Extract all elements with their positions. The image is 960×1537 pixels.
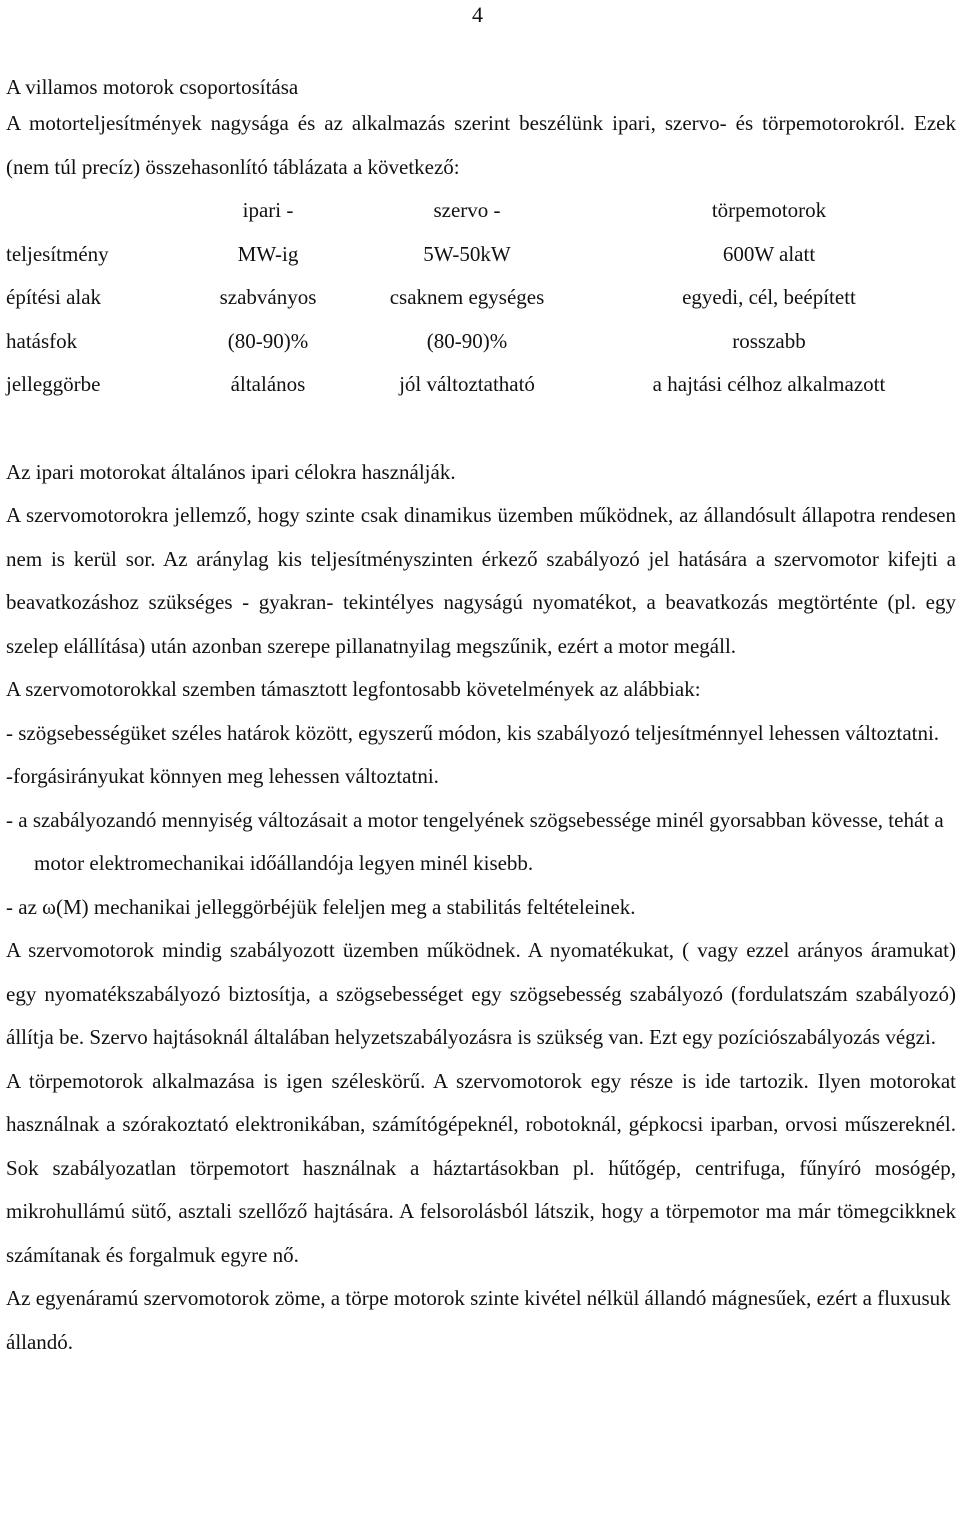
table-header-cell: ipari - — [242, 198, 294, 223]
spacer — [6, 407, 956, 451]
document-body — [6, 72, 956, 1364]
comparison-table — [6, 189, 946, 407]
paragraph-egyenaramu: Az egyenáramú szervomotorok zöme, a törpe motorok szinte kivétel nélkül állandó mágnesűek, ezért a fluxusuk állandó. — [6, 1286, 951, 1354]
table-header-cell — [6, 189, 194, 233]
requirement-item: - szögsebességüket széles határok között, egyszerű módon, kis szabályozó teljesítménnyel lehessen változtatni. — [6, 720, 940, 745]
table-cell: jelleggörbe — [6, 372, 101, 397]
table-cell: egyedi, cél, beépített — [682, 285, 856, 310]
table-cell: építési alak — [6, 285, 102, 310]
table-row — [6, 233, 946, 277]
paragraph-torpe: A törpemotorok alkalmazása is igen széleskörű. A szervomotorok egy része is ide tartozik. Ilyen motorokat használnak a szórakoztató elektronikában, számítógépeknél, robotoknál, gépkocsi iparban, orvosi műszereknél. Sok szabályozatlan törpemotort használnak a háztartásokban pl. hűtőgép, centrifuga, fűnyíró mosógép, mikrohullámú sütő, asztali szellőző hajtására. A felsorolásból látszik, hogy a törpemotor ma már tömegcikknek számítanak és forgalmuk egyre nő. — [6, 1068, 956, 1267]
table-cell: (80-90)% — [227, 328, 309, 353]
requirement-item: - az ω(M) mechanikai jelleggörbéjük feleljen meg a stabilitás feltételeinek. — [6, 894, 636, 919]
table-cell: rosszabb — [732, 328, 806, 353]
table-cell: teljesítmény — [6, 241, 109, 266]
table-cell: (80-90)% — [426, 328, 508, 353]
requirement-item: -forgásirányukat könnyen meg lehessen változtatni. — [6, 764, 439, 788]
intro-paragraph: A motorteljesítmények nagysága és az alkalmazás szerint beszélünk ipari, szervo- és törpemotorokról. Ezek (nem túl precíz) összehasonlító táblázata a következő: — [6, 111, 956, 179]
paragraph-szervo-2: A szervomotorok mindig szabályozott üzemben működnek. A nyomatékukat, ( vagy ezzel arányos áramukat) egy nyomatékszabályozó biztosítja, a szögsebességet egy szögsebesség szabályozó (fordulatszám szabályozó) állítja be. Szervo hajtásoknál általában helyzetszabályozásra is szükség van. Ezt egy pozíciószabályozás végzi. — [6, 938, 956, 1049]
table-header-cell: szervo - — [433, 198, 501, 223]
table-header-row — [6, 189, 946, 233]
paragraph-requirements-intro: A szervomotorokkal szemben támasztott legfontosabb követelmények az alábbiak: — [6, 677, 701, 701]
table-cell: jól változtatható — [399, 372, 535, 397]
table-cell: általános — [230, 372, 306, 397]
requirement-item: - a szabályozandó mennyiség változásait a motor tengelyének szögsebessége minél gyorsabban kövesse, tehát a motor elektromechanikai időállandója legyen minél kisebb. — [6, 807, 944, 875]
table-row — [6, 320, 946, 364]
table-cell: 600W alatt — [722, 241, 816, 266]
paragraph-szervo-1: A szervomotorokra jellemző, hogy szinte csak dinamikus üzemben működnek, az állandósult állapotra rendesen nem is kerül sor. Az aránylag kis teljesítményszinten érkező szabályozó jel hatására a szervomotor kifejti a beavatkozáshoz szükséges - gyakran- tekintélyes nagyságú nyomatékot, a beavatkozás megtörténte (pl. egy szelep elállítása) után azonban szerepe pillanatnyilag megszűnik, ezért a motor megáll. — [6, 503, 956, 658]
section-title: A villamos motorok csoportosítása — [6, 75, 299, 99]
table-cell: 5W-50kW — [423, 241, 511, 266]
paragraph-ipari: Az ipari motorokat általános ipari célokra használják. — [6, 459, 456, 484]
table-row — [6, 276, 946, 320]
table-row — [6, 363, 946, 407]
table-cell: csaknem egységes — [389, 285, 545, 310]
table-header-cell: törpemotorok — [711, 198, 827, 223]
table-cell: MW-ig — [237, 241, 299, 266]
table-cell: hatásfok — [6, 328, 78, 353]
page-number: 4 — [472, 2, 483, 27]
table-cell: a hajtási célhoz alkalmazott — [652, 372, 886, 397]
table-cell: szabványos — [219, 285, 317, 310]
